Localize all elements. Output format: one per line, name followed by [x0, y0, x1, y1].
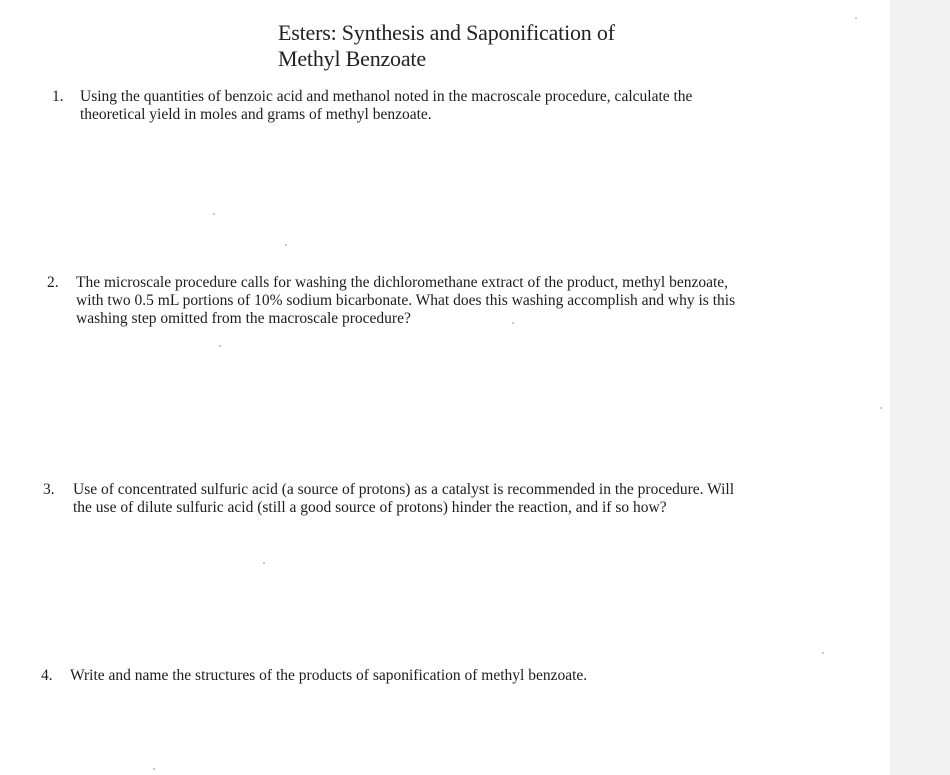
question-number: 2. — [47, 274, 59, 291]
scan-speck — [822, 652, 824, 654]
title-line-1: Esters: Synthesis and Saponification of — [278, 20, 615, 45]
scan-speck — [285, 244, 287, 246]
question-text — [76, 274, 735, 328]
question-line: The microscale procedure calls for washing the dichloromethane extract of the product, methyl benzoate, — [76, 274, 729, 291]
question-line: Using the quantities of benzoic acid and methanol noted in the macroscale procedure, calculate the — [80, 88, 693, 105]
scan-speck — [213, 213, 215, 215]
scan-speck — [219, 345, 221, 347]
question-number: 1. — [52, 88, 64, 105]
question-line: theoretical yield in moles and grams of methyl benzoate. — [80, 106, 432, 123]
question-line: Use of concentrated sulfuric acid (a source of protons) as a catalyst is recommended in the procedure. Will — [73, 481, 735, 498]
scan-speck — [512, 322, 514, 324]
scan-speck — [855, 17, 857, 19]
question-text — [80, 88, 692, 124]
scan-speck — [263, 562, 265, 564]
page-margin — [890, 0, 950, 775]
page-title — [278, 20, 615, 72]
question-line: with two 0.5 mL portions of 10% sodium bicarbonate. What does this washing accomplish and why is this — [76, 292, 736, 309]
question-line: Write and name the structures of the products of saponification of methyl benzoate. — [70, 667, 588, 684]
question-number: 4. — [41, 667, 53, 684]
question-line: washing step omitted from the macroscale procedure? — [76, 310, 411, 327]
question-line: the use of dilute sulfuric acid (still a good source of protons) hinder the reaction, and if so how? — [73, 499, 667, 516]
question-text — [73, 481, 734, 517]
question-text — [70, 667, 587, 685]
scan-speck — [153, 768, 155, 770]
question-number: 3. — [43, 481, 55, 498]
title-line-2: Methyl Benzoate — [278, 46, 426, 71]
scan-speck — [880, 407, 882, 409]
